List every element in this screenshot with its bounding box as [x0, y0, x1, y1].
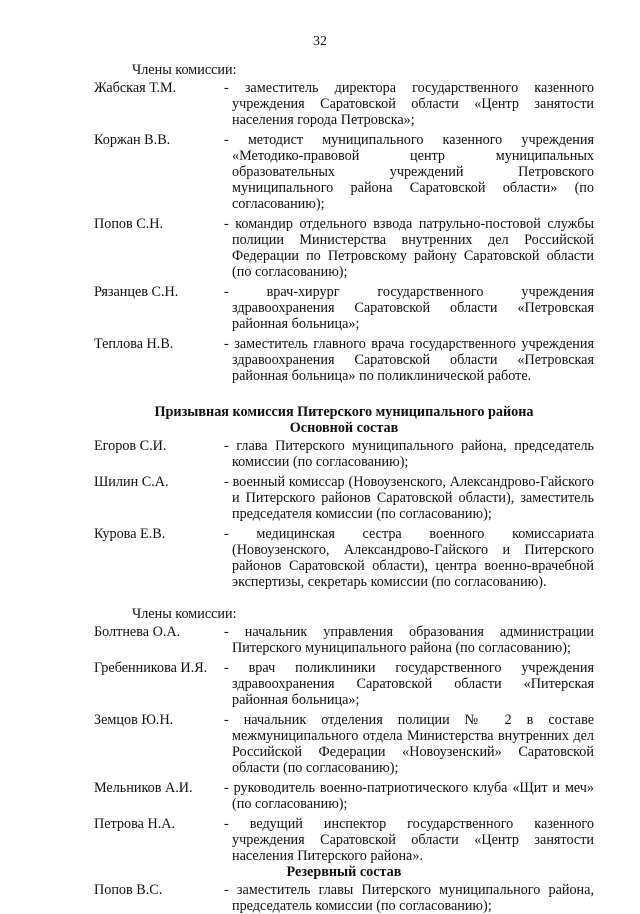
member-entry — [94, 526, 594, 590]
member-entry — [94, 438, 594, 470]
member-name: Жабская Т.М. — [94, 80, 177, 96]
document-body — [94, 62, 594, 914]
member-description: - заместитель главы Питерского муниципального района, председатель комиссии (по согласованию); — [224, 882, 594, 914]
member-name: Теплова Н.В. — [94, 336, 174, 352]
member-description: - врач-хирург государственного учреждения здравоохранения Саратовской области «Петровская районная больница»; — [224, 284, 594, 332]
member-description: - военный комиссар (Новоузенского, Александрово-Гайского и Питерского районов Саратовской области), заместитель председателя комиссии (по согласованию); — [224, 474, 594, 522]
member-description: - руководитель военно-патриотического клуба «Щит и меч» (по согласованию); — [224, 780, 594, 812]
member-entry — [94, 780, 594, 812]
member-name: Коржан В.В. — [94, 132, 171, 148]
page-number: 32 — [313, 34, 327, 49]
member-name: Болтнева О.А. — [94, 624, 181, 640]
section-title: Призывная комиссия Питерского муниципального района — [154, 404, 534, 420]
reserve-composition-subtitle: Резервный состав — [286, 864, 402, 880]
member-name: Петрова Н.А. — [94, 816, 176, 832]
member-description: - заместитель директора государственного казенного учреждения Саратовской области «Центр занятости населения города Петровска»; — [224, 80, 594, 128]
member-description: - медицинская сестра военного комиссариата (Новоузенского, Александрово-Гайского и Питерского районов Саратовской области), центра военно-врачебной экспертизы, секретарь комиссии (по согласованию). — [224, 526, 594, 590]
member-entry — [94, 132, 594, 212]
member-name: Земцов Ю.Н. — [94, 712, 174, 728]
member-entry — [94, 816, 594, 864]
member-entry — [94, 216, 594, 280]
member-entry — [94, 882, 594, 914]
member-name: Рязанцев С.Н. — [94, 284, 179, 300]
member-name: Гребенникова И.Я. — [94, 660, 208, 676]
member-description: - ведущий инспектор государственного казенного учреждения Саратовской области «Центр занятости населения Питерского района». — [224, 816, 594, 864]
member-name: Шилин С.А. — [94, 474, 169, 490]
member-entry — [94, 474, 594, 522]
member-entry — [94, 336, 594, 384]
member-name: Попов С.Н. — [94, 216, 164, 232]
member-description: - заместитель главного врача государственного учреждения здравоохранения Саратовской области «Петровская районная больница» по поликлинической работе. — [224, 336, 594, 384]
member-description: - глава Питерского муниципального района, председатель комиссии (по согласованию); — [224, 438, 594, 470]
member-entry — [94, 624, 594, 656]
member-entry — [94, 80, 594, 128]
member-name: Попов В.С. — [94, 882, 163, 898]
member-entry — [94, 712, 594, 776]
member-entry — [94, 660, 594, 708]
member-description: - начальник отделения полиции № 2 в составе межмуниципального отдела Министерства внутренних дел Российской Федерации «Новоузенский» Саратовской области (по согласованию); — [224, 712, 594, 776]
member-description: - командир отдельного взвода патрульно-постовой службы полиции Министерства внутренних дел Российской Федерации по Петровскому району Саратовской области (по согласованию); — [224, 216, 594, 280]
member-name: Курова Е.В. — [94, 526, 166, 542]
members-label: Члены комиссии: — [132, 606, 237, 622]
member-description: - методист муниципального казенного учреждения «Методико-правовой центр муниципальных образовательных учреждений Петровского муниципального района Саратовской области» (по согласованию); — [224, 132, 594, 212]
member-description: - начальник управления образования администрации Питерского муниципального района (по согласованию); — [224, 624, 594, 656]
member-name: Егоров С.И. — [94, 438, 167, 454]
member-entry — [94, 284, 594, 332]
member-name: Мельников А.И. — [94, 780, 193, 796]
members-label: Члены комиссии: — [132, 62, 237, 78]
member-description: - врач поликлиники государственного учреждения здравоохранения Саратовской области «Питерская районная больница»; — [224, 660, 594, 708]
main-composition-subtitle: Основной состав — [289, 420, 399, 436]
